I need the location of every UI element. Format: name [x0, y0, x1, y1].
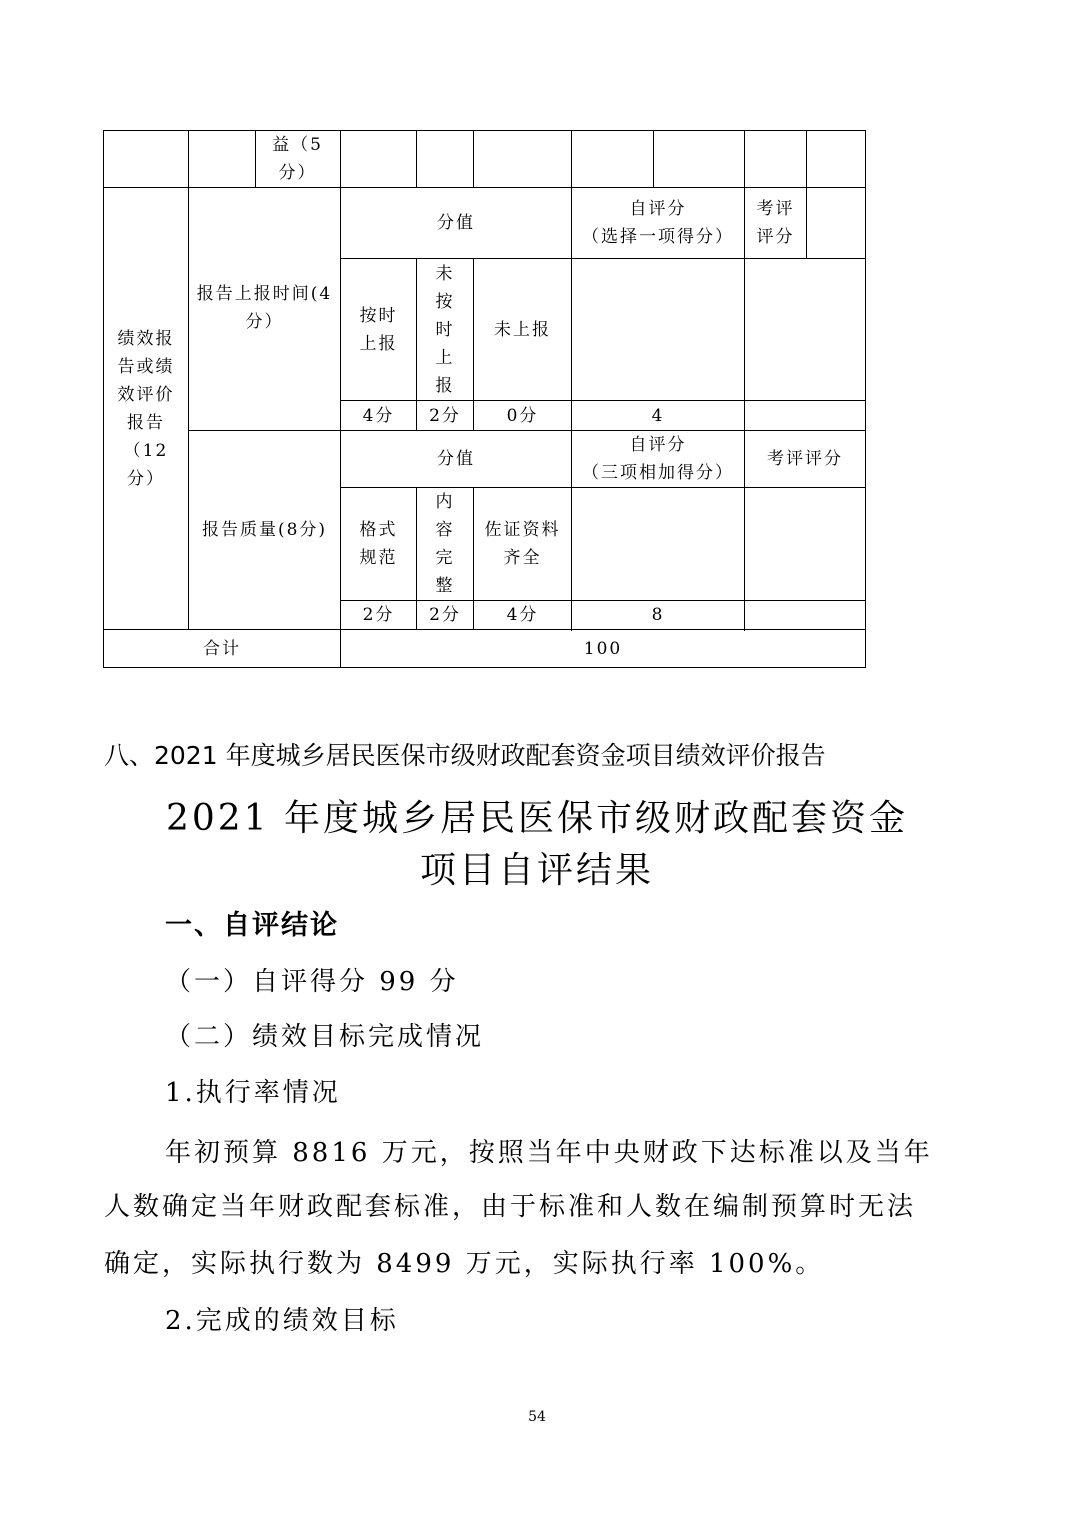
points-on-time: 4分 [362, 405, 395, 426]
benefit-criterion-cell: 益（5 分） [272, 135, 323, 183]
self-score-value: 8 [651, 605, 665, 625]
section-heading: 八、2021 年度城乡居民医保市级财政配套资金项目绩效评价报告 [104, 741, 826, 770]
points-evidence: 4分 [506, 605, 539, 625]
group-label-cell: 绩效报 告或绩 效评价 报告 （12 分） [117, 328, 175, 489]
score-header: 分值 [437, 449, 475, 469]
option-late: 未 按 时 上 报 [435, 263, 455, 396]
option-format: 格式 规范 [359, 520, 398, 568]
total-label: 合计 [203, 638, 241, 659]
paragraph-line: 年初预算 8816 万元，按照当年中央财政下达标准以及当年 [165, 1138, 933, 1168]
submit-time-label: 报告上报时间(4 分） [196, 284, 333, 332]
self-score-header: 自评分 （选择一项得分） [582, 199, 734, 247]
option-not-submitted: 未上报 [494, 319, 551, 340]
completed-goals-item: 2.完成的绩效目标 [165, 1306, 399, 1336]
page-number: 54 [528, 1409, 546, 1425]
evaluation-score-table [0, 0, 1074, 700]
conclusion-heading: 一、自评结论 [165, 910, 339, 941]
points-not-submitted: 0分 [506, 405, 539, 426]
self-score-value: 4 [651, 405, 665, 426]
report-title-line-1: 2021 年度城乡居民医保市级财政配套资金 [165, 798, 909, 839]
goal-completion-subheading: （二）绩效目标完成情况 [165, 1022, 485, 1052]
self-score-subheading: （一）自评得分 99 分 [165, 967, 459, 997]
points-late: 2分 [429, 405, 461, 426]
self-score-header: 自评分 （三项相加得分） [582, 435, 734, 483]
score-header: 分值 [437, 213, 475, 233]
points-content: 2分 [429, 605, 461, 625]
report-title-line-2: 项目自评结果 [419, 850, 654, 891]
option-evidence: 佐证资料 齐全 [484, 520, 561, 568]
option-on-time: 按时 上报 [359, 305, 398, 354]
paragraph-line: 人数确定当年财政配套标准，由于标准和人数在编制预算时无法 [104, 1192, 917, 1222]
report-quality-label: 报告质量(8分) [201, 520, 328, 540]
total-value: 100 [583, 638, 623, 659]
review-score-header: 考评 评分 [756, 199, 795, 247]
execution-rate-item: 1.执行率情况 [165, 1078, 341, 1108]
paragraph-line: 确定，实际执行数为 8499 万元，实际执行率 100%。 [104, 1249, 825, 1279]
points-format: 2分 [362, 605, 395, 625]
option-content: 内 容 完 整 [435, 492, 455, 596]
review-score-header: 考评评分 [767, 449, 843, 469]
